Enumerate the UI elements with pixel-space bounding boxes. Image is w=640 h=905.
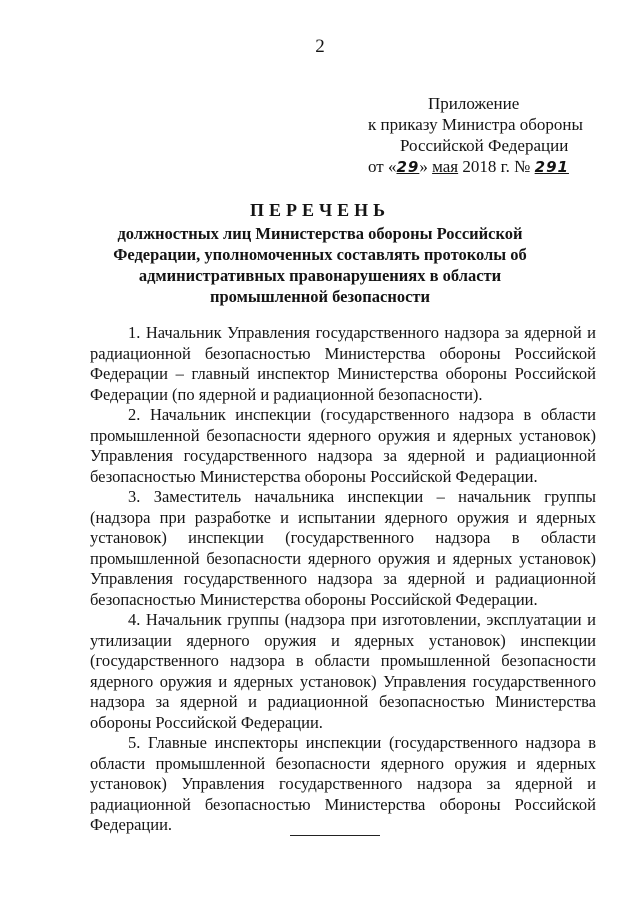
document-title: ПЕРЕЧЕНЬ bbox=[249, 200, 391, 220]
appendix-federation: Российской Федерации bbox=[400, 136, 569, 155]
date-mid: » bbox=[419, 157, 433, 176]
appendix-label: Приложение bbox=[428, 94, 520, 113]
list-item: 1. Начальник Управления государственного надзора за ядерной и радиационной безопасностью Министерства обороны Российской Федерации – главный инспектор Министерства обороны Российской Федерации (по ядерной и радиационной безопасности). bbox=[90, 323, 596, 404]
list-body bbox=[90, 323, 596, 836]
page-number: 2 bbox=[315, 36, 325, 57]
date-month: мая bbox=[432, 157, 459, 176]
document-subtitle: должностных лиц Министерства обороны Российской Федерации, уполномоченных составлять протоколы об административных правонарушениях в области промышленной безопасности bbox=[113, 224, 527, 306]
appendix-order-ref: к приказу Министра обороны bbox=[368, 115, 583, 134]
list-item: 2. Начальник инспекции (государственного надзора в области промышленной безопасности ядерного оружия и ядерных установок) Управления государственного надзора за ядерной и радиационной безопасностью Министерства обороны Российской Федерации. bbox=[90, 405, 596, 486]
appendix-block bbox=[368, 93, 608, 178]
appendix-date-line bbox=[368, 156, 608, 178]
closing-divider bbox=[290, 835, 380, 836]
handwritten-day: 29 bbox=[396, 158, 420, 176]
date-year: 2018 г. № bbox=[458, 157, 535, 176]
date-prefix: от « bbox=[368, 157, 397, 176]
list-item: 4. Начальник группы (надзора при изготовлении, эксплуатации и утилизации ядерного оружия и ядерных установок) инспекции (государственного надзора в области промышленной безопасности ядерного оружия и ядерных установок) Управления государственного надзора за ядерной и радиационной безопасностью Министерства обороны Российской Федерации. bbox=[90, 610, 596, 732]
handwritten-order-number: 291 bbox=[534, 158, 569, 176]
list-item: 3. Заместитель начальника инспекции – начальник группы (надзора при разработке и испытании ядерного оружия и ядерных установок) инспекции (государственного надзора в области промышленной безопасности ядерного оружия и ядерных установок) Управления государственного надзора за ядерной и радиационной безопасностью Министерства обороны Российской Федерации. bbox=[90, 487, 596, 609]
list-item: 5. Главные инспекторы инспекции (государственного надзора в области промышленной безопасности ядерного оружия и ядерных установок) Управления государственного надзора за ядерной и радиационной безопасностью Министерства обороны Российской Федерации. bbox=[90, 733, 596, 834]
